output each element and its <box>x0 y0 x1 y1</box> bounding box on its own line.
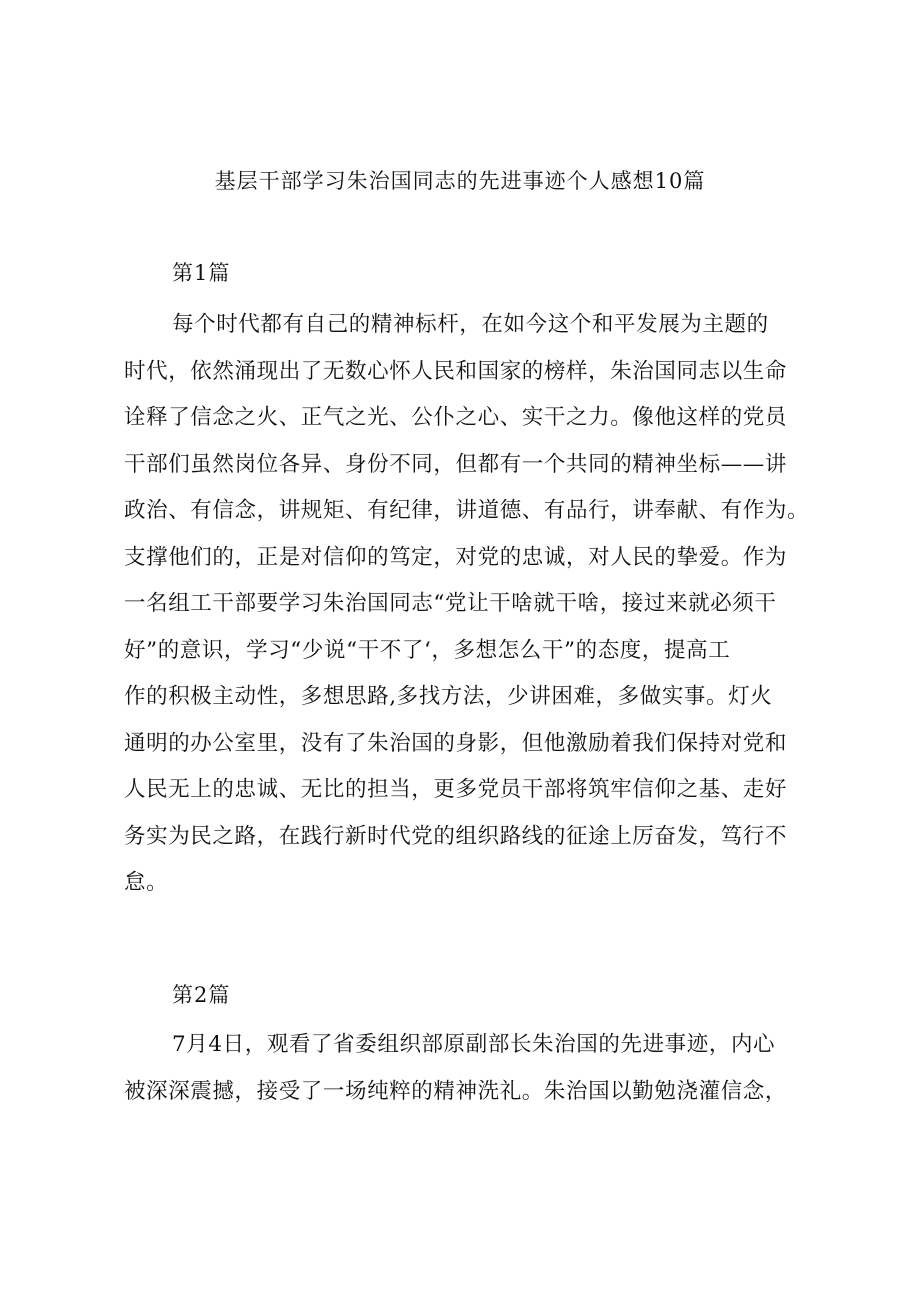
document-title: 基层干部学习朱治国同志的先进事迹个人感想10篇 <box>214 169 706 193</box>
section-2-heading: 第2篇 <box>172 983 231 1007</box>
section-2-paragraph <box>124 1022 824 1115</box>
paragraph-line: 时代，依然涌现出了无数心怀人民和国家的榜样，朱治国同志以生命 <box>124 358 788 384</box>
paragraph-line: 作的积极主动性，多想思路,多找方法，少讲困难，多做实事。灯火 <box>124 684 773 709</box>
paragraph-line: 人民无上的忠诚、无比的担当，更多党员干部将筑牢信仰之基、走好 <box>124 777 788 802</box>
paragraph-line: 好”的意识，学习“少说“干不了‘，多想怎么干”的态度，提高工 <box>124 637 731 663</box>
paragraph-line: 支撑他们的，正是对信仰的笃定，对党的忠诚，对人民的挚爱。作为 <box>124 544 788 570</box>
paragraph-line: 一名组工干部要学习朱治国同志“党让干啥就干啥，接过来就必须干 <box>124 591 777 616</box>
paragraph-line: 政治、有信念，讲规矩、有纪律，讲道德、有品行，讲奉献、有作为。 <box>124 498 810 523</box>
paragraph-line: 被深深震撼，接受了一场纯粹的精神洗礼。朱治国以勤勉浇灌信念， <box>124 1078 788 1104</box>
paragraph-line: 7月4日，观看了省委组织部原副部长朱治国的先进事迹，内心 <box>172 1032 776 1057</box>
paragraph-line: 诠释了信念之火、正气之光、公仆之心、实干之力。像他这样的党员 <box>124 405 788 430</box>
paragraph-line: 务实为民之路，在践行新时代党的组织路线的征途上厉奋发，笃行不 <box>124 823 788 849</box>
section-1-heading: 第1篇 <box>172 261 231 285</box>
paragraph-line: 每个时代都有自己的精神标杆，在如今这个和平发展为主题的 <box>172 312 769 337</box>
paragraph-line: 干部们虽然岗位各异、身份不同，但都有一个共同的精神坐标——讲 <box>124 451 788 477</box>
paragraph-line: 通明的办公室里，没有了朱治国的身影，但他激励着我们保持对党和 <box>124 730 788 756</box>
paragraph-line: 怠。 <box>124 870 169 895</box>
section-1-paragraph <box>124 302 824 907</box>
